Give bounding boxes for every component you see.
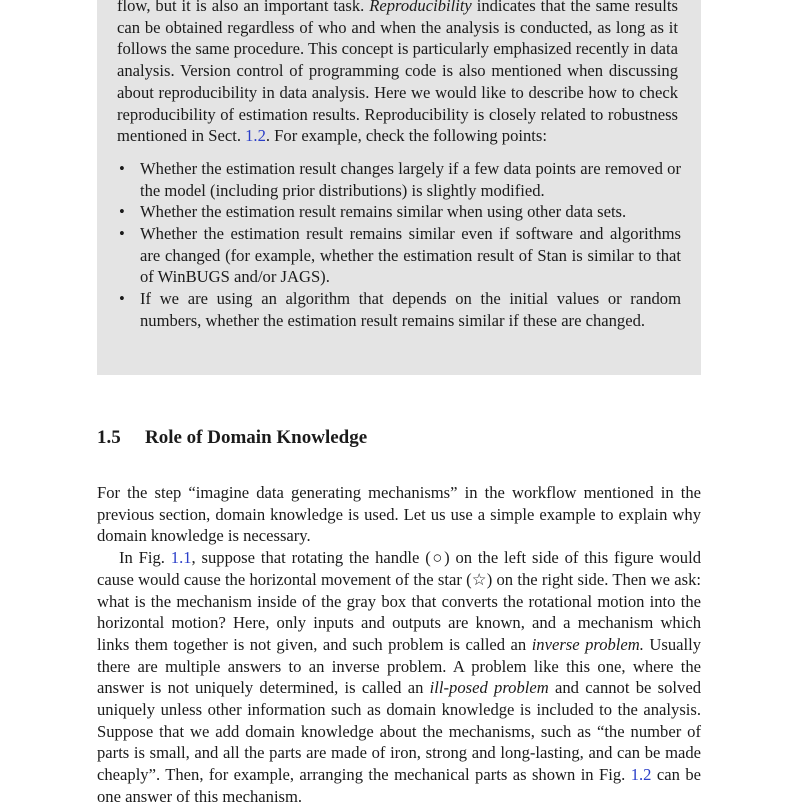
body-paragraph bbox=[97, 547, 701, 807]
text-run: indicates that the same results can be obtained regardless of who and when the analysis is conducted, as long as it follows the same procedure. This concept is particularly emphasized recently in data analysis. Version control of programming code is also mentioned when discussing about reproducibility in data analysis. Here we would like to describe how to check reproducibility of estimation results. Reproducibility is closely related to robustness mentioned in Sect. bbox=[117, 0, 678, 146]
section-number: 1.5 bbox=[97, 427, 121, 448]
text-run: , suppose that rotating the handle (○) on the left side of this figure would cause would cause the horizontal movement of the star (☆) on the right side. Then we ask: what is the mechanism inside of the gray box that converts the rotational motion into the horizontal motion? Here, only inputs and outputs are known, and a mechanism which links them together is not given, and such problem is called an bbox=[97, 548, 701, 654]
cross-reference-link[interactable]: 1.2 bbox=[630, 765, 652, 785]
bullet-text: Whether the estimation result remains similar even if software and algorithms are changed (for example, whether the estimation result of Stan is similar to that of WinBUGS and/or JAGS). bbox=[140, 224, 681, 287]
italic-term: Reproducibility bbox=[369, 0, 472, 15]
bullet-list bbox=[117, 158, 681, 332]
bullet-icon: • bbox=[119, 224, 125, 244]
italic-term: inverse problem. bbox=[531, 634, 644, 654]
bullet-text: Whether the estimation result changes largely if a few data points are removed or the model (including prior distributions) is slightly modified. bbox=[140, 158, 681, 200]
box-paragraph bbox=[117, 0, 678, 147]
reproducibility-box bbox=[97, 0, 701, 375]
italic-term: ill-posed problem bbox=[429, 678, 549, 698]
text-run: . For example, check the following points: bbox=[265, 126, 547, 146]
text-run: In Fig. bbox=[119, 548, 171, 568]
bullet-icon: • bbox=[119, 289, 125, 309]
cross-reference-link[interactable]: 1.2 bbox=[245, 126, 266, 146]
bullet-icon: • bbox=[119, 202, 125, 222]
bullet-item bbox=[117, 223, 681, 288]
text-run: and cannot be solved uniquely unless other information such as domain knowledge is included to the analysis. Suppose that we add domain knowledge about the mechanisms, such as “the number of parts is small, and all the parts are made of iron, strong and long-lasting, and can be made cheaply”. Then, for example, arranging the mechanical parts as shown in Fig. bbox=[97, 678, 701, 785]
section-heading bbox=[97, 427, 367, 449]
bullet-item bbox=[117, 201, 681, 223]
bullet-text: If we are using an algorithm that depends on the initial values or random numbers, whether the estimation result remains similar if these are changed. bbox=[140, 289, 681, 330]
bullet-item bbox=[117, 288, 681, 331]
body-paragraph: For the step “imagine data generating mechanisms” in the workflow mentioned in the previous section, domain knowledge is used. Let us use a simple example to explain why domain knowledge is necessary. bbox=[97, 483, 701, 546]
bullet-text: Whether the estimation result remains similar when using other data sets. bbox=[140, 202, 627, 222]
text-run: flow, but it is also an important task. bbox=[117, 0, 370, 15]
body-text bbox=[97, 482, 701, 808]
bullet-icon: • bbox=[119, 158, 125, 178]
section-title: Role of Domain Knowledge bbox=[145, 427, 368, 448]
bullet-item bbox=[117, 158, 681, 201]
text-run: Usually there are multiple answers to an inverse problem. A problem like this one, where the answer is not uniquely determined, is called an bbox=[97, 634, 702, 698]
text-run: can be one answer of this mechanism. bbox=[97, 765, 701, 806]
cross-reference-link[interactable]: 1.1 bbox=[170, 548, 192, 568]
